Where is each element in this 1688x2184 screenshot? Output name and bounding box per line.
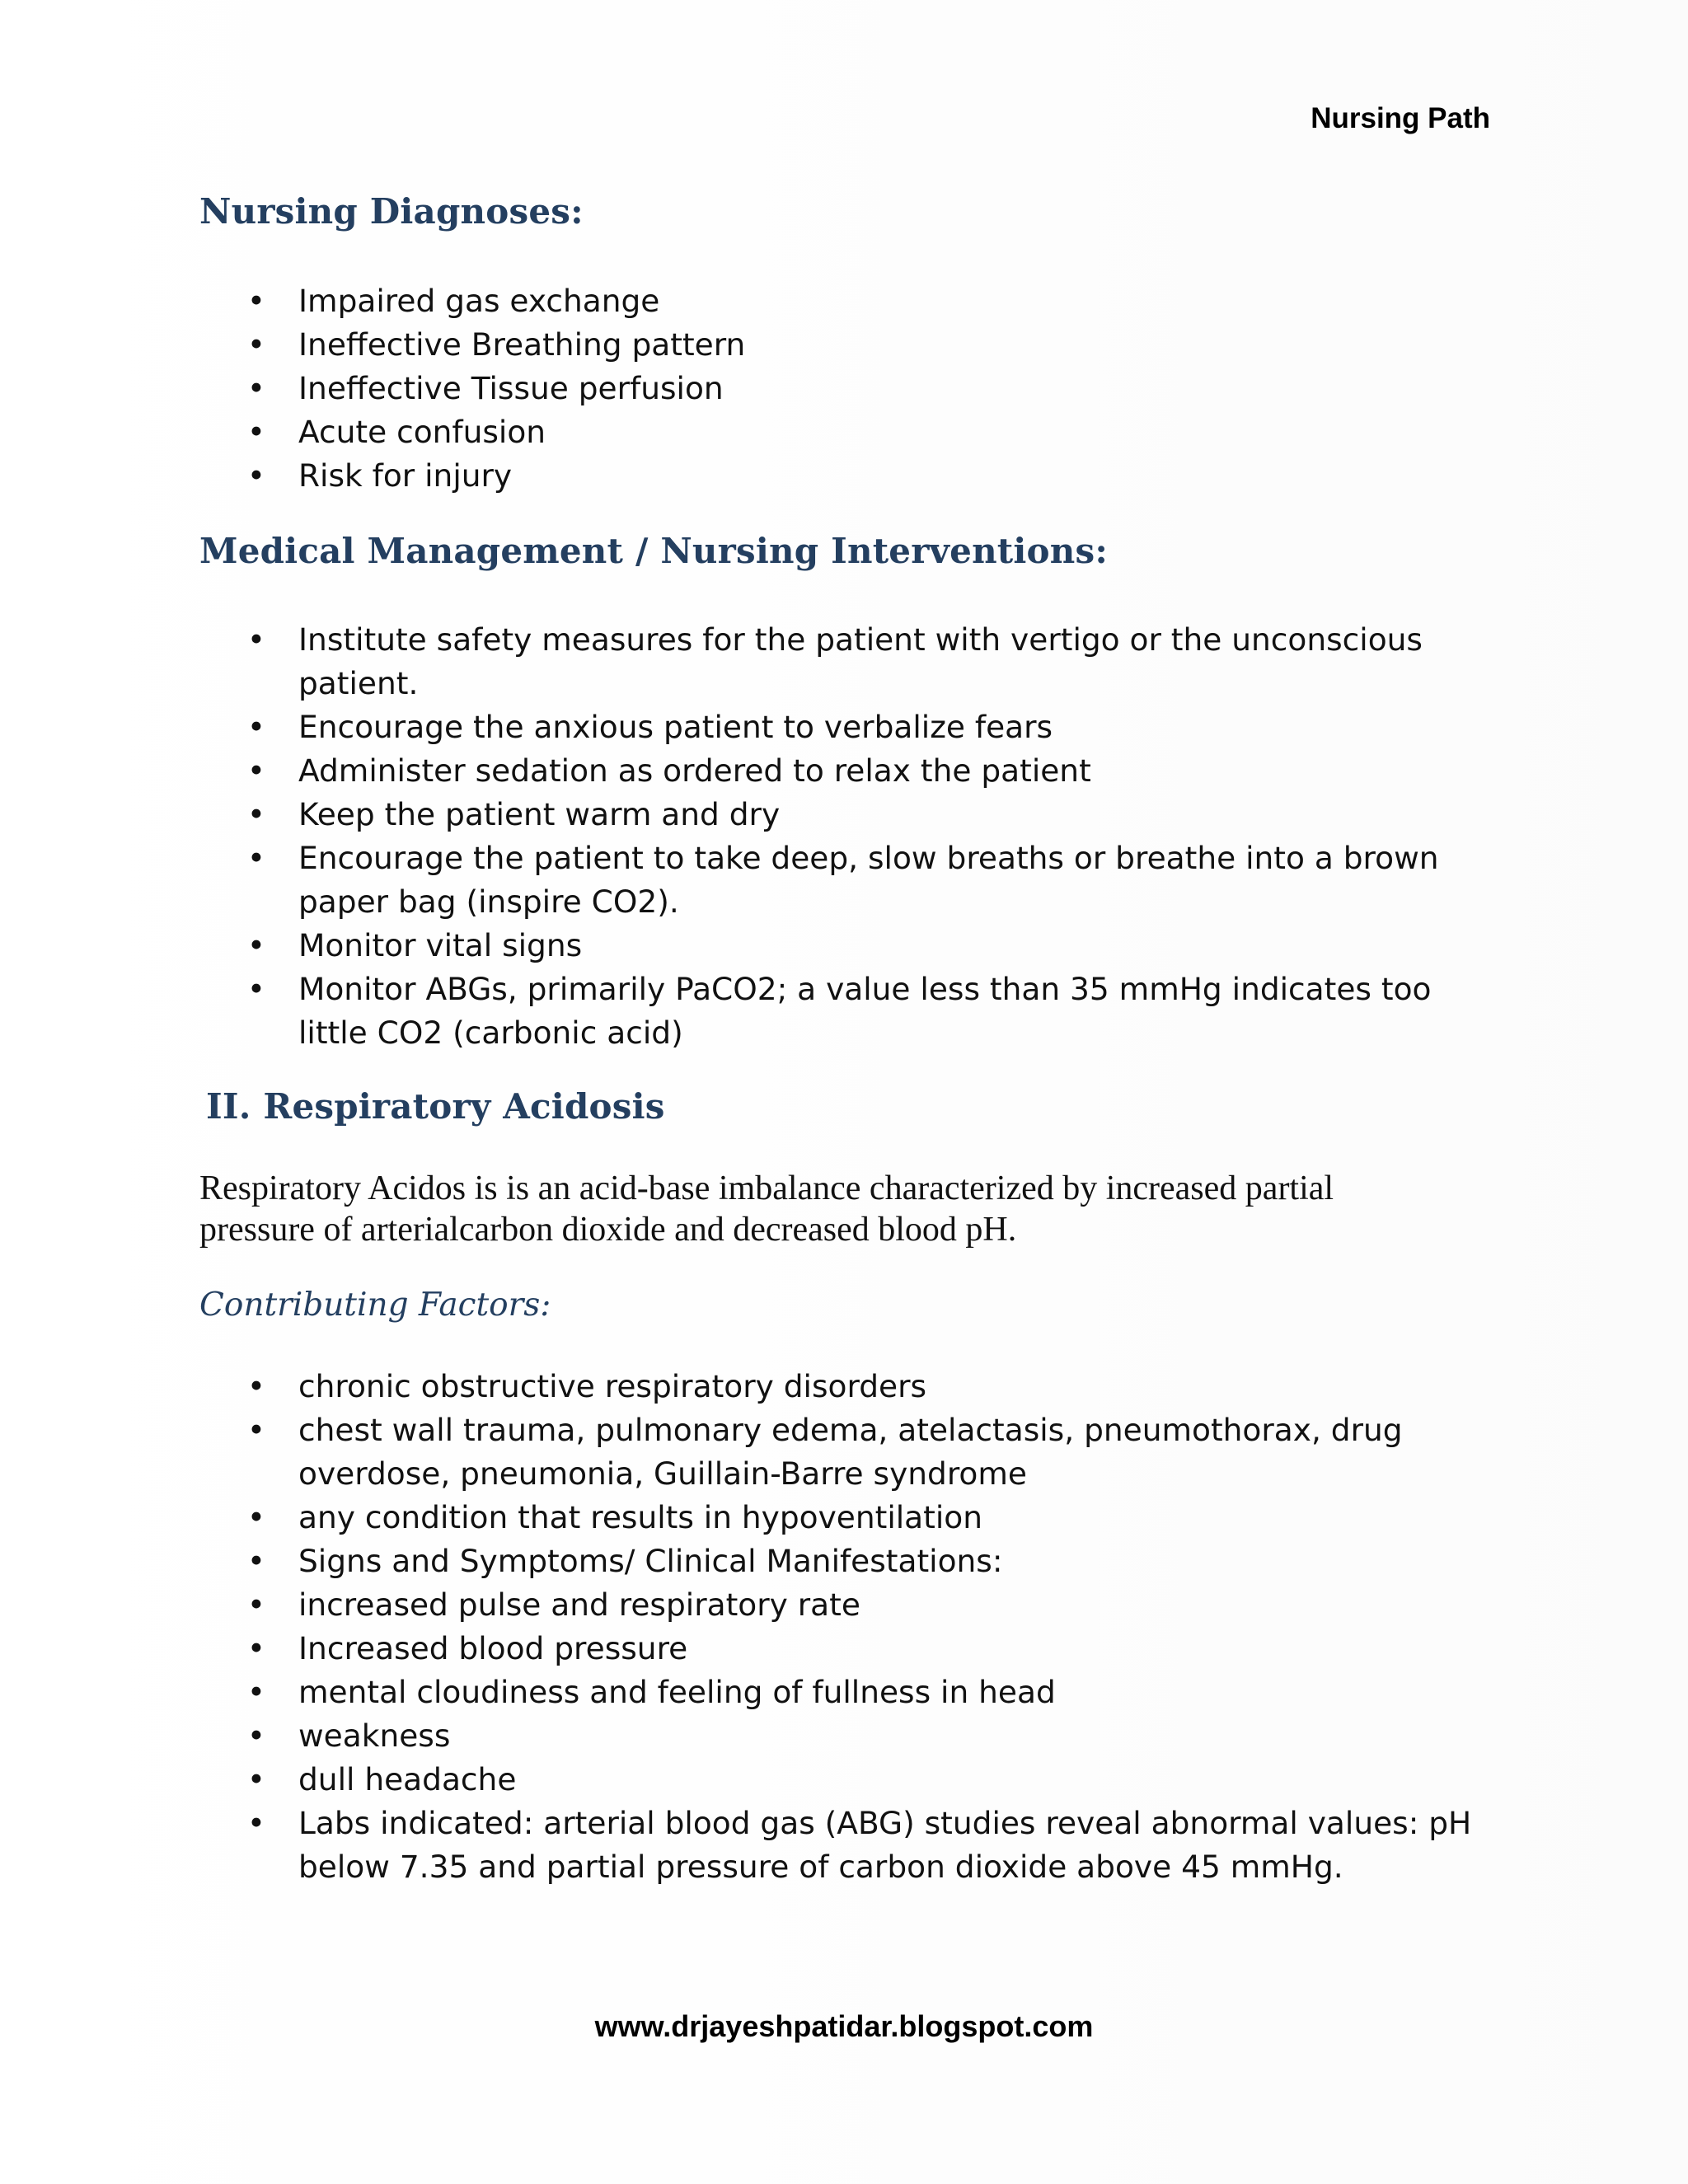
contributing-factors-heading: Contributing Factors: [199,1286,551,1324]
interventions-list [199,618,1502,1055]
list-item: • Risk for injury [199,454,1502,498]
list-item: • chronic obstructive respiratory disorders [199,1365,1502,1408]
bullet-icon: • [247,972,265,1007]
bullet-icon: • [247,327,265,363]
footer-website: www.drjayeshpatidar.blogspot.com [594,2009,1094,2043]
bullet-icon: • [247,458,265,494]
interventions-heading: Medical Management / Nursing Interventions: [199,531,1109,571]
bullet-icon: • [247,1413,265,1448]
list-item: • weakness [199,1714,1502,1758]
bullet-icon: • [247,371,265,406]
list-item: • Monitor ABGs, primarily PaCO2; a value less than 35 mmHg indicates too little CO2 (carbonic acid) [199,968,1502,1055]
respiratory-acidosis-definition: Respiratory Acidos is is an acid-base imbalance characterized by increased partial pressure of arterialcarbon dioxide and decreased blood pH. [199,1169,1334,1249]
bullet-icon: • [247,415,265,450]
bullet-icon: • [247,1500,265,1535]
bullet-icon: • [247,1369,265,1404]
nursing-diagnoses-heading: Nursing Diagnoses: [199,191,584,232]
bullet-icon: • [247,1675,265,1710]
respiratory-acidosis-heading: II. Respiratory Acidosis [206,1086,665,1127]
bullet-icon: • [247,797,265,832]
bullet-icon: • [247,1587,265,1623]
list-item: • Encourage the anxious patient to verbalize fears [199,705,1502,749]
bullet-icon: • [247,1631,265,1666]
list-item: • Increased blood pressure [199,1627,1502,1671]
list-item: • Labs indicated: arterial blood gas (ABG) studies reveal abnormal values: pH below 7.35 and partial pressure of carbon dioxide above 45 mmHg. [199,1802,1502,1889]
bullet-icon: • [247,753,265,789]
list-item: • Ineffective Tissue perfusion [199,367,1502,410]
list-item: • Encourage the patient to take deep, slow breaths or breathe into a brown paper bag (inspire CO2). [199,837,1502,924]
nursing-diagnoses-list [199,279,1502,498]
list-item: • any condition that results in hypoventilation [199,1496,1502,1540]
list-item: • Administer sedation as ordered to relax the patient [199,749,1502,793]
list-item: • mental cloudiness and feeling of fullness in head [199,1671,1502,1714]
list-item: • Institute safety measures for the patient with vertigo or the unconscious patient. [199,618,1502,705]
page-content [199,191,1502,1889]
list-item: • Impaired gas exchange [199,279,1502,323]
bullet-icon: • [247,622,265,658]
list-item: • Monitor vital signs [199,924,1502,968]
list-item: • dull headache [199,1758,1502,1802]
list-item: • Signs and Symptoms/ Clinical Manifestations: [199,1540,1502,1583]
bullet-icon: • [247,1762,265,1797]
bullet-icon: • [247,1544,265,1579]
list-item: • Keep the patient warm and dry [199,793,1502,837]
contributing-factors-list [199,1365,1502,1889]
list-item: • chest wall trauma, pulmonary edema, atelactasis, pneumothorax, drug overdose, pneumonia, Guillain-Barre syndrome [199,1408,1502,1496]
list-item: • Acute confusion [199,410,1502,454]
bullet-icon: • [247,284,265,319]
list-item: • Ineffective Breathing pattern [199,323,1502,367]
bullet-icon: • [247,1718,265,1754]
bullet-icon: • [247,710,265,745]
running-header: Nursing Path [1311,102,1490,134]
bullet-icon: • [247,841,265,876]
list-item: • increased pulse and respiratory rate [199,1583,1502,1627]
bullet-icon: • [247,928,265,963]
bullet-icon: • [247,1806,265,1841]
